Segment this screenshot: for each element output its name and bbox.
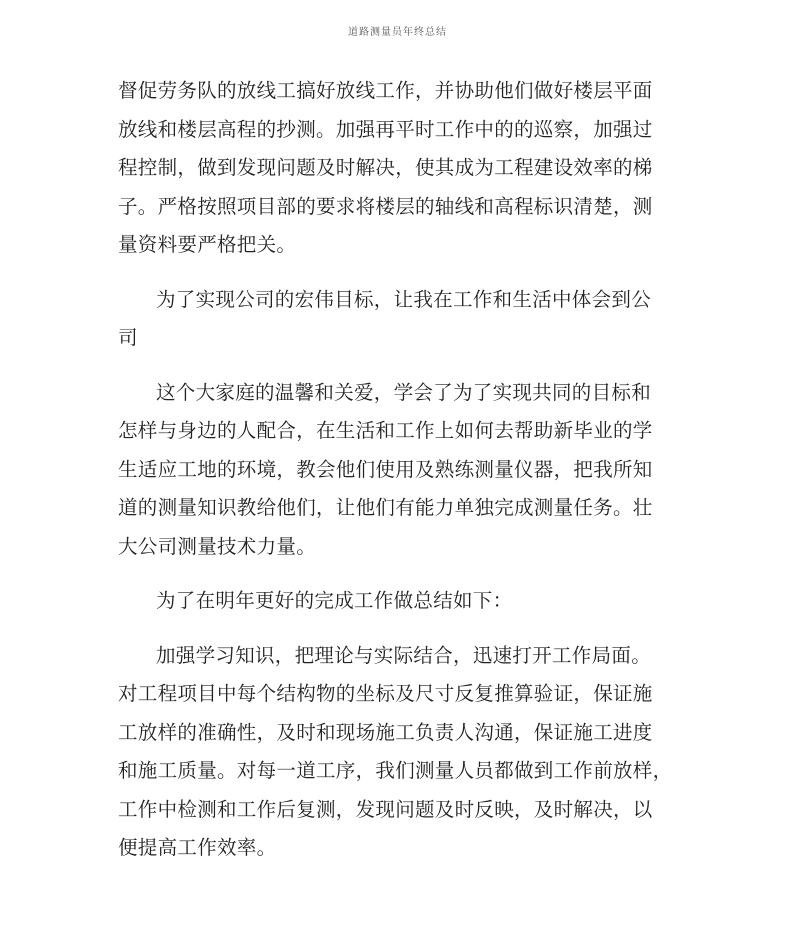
paragraph-3 <box>118 374 688 567</box>
paragraph-line: 子。严格按照项目部的要求将楼层的轴线和高程标识清楚，测 <box>118 194 653 218</box>
paragraph-line: 和施工质量。对每一道工序，我们测量人员都做到工作前放样， <box>118 759 673 782</box>
paragraph-spacer <box>118 358 688 374</box>
paragraph-4 <box>118 582 688 621</box>
paragraph-line: 放线和楼层高程的抄测。加强再平时工作中的的巡察，加强过 <box>118 117 653 141</box>
document-body <box>118 72 688 868</box>
paragraph-spacer <box>118 621 688 637</box>
paragraph-line: 程控制，做到发现问题及时解决，使其成为工程建设效率的梯 <box>118 156 653 179</box>
paragraph-line: 司 <box>118 326 138 349</box>
paragraph-line: 加强学习知识，把理论与实际结合，迅速打开工作局面。 <box>156 643 652 667</box>
paragraph-1 <box>118 72 688 265</box>
paragraph-line: 督促劳务队的放线工搞好放线工作，并协助他们做好楼层平面 <box>118 79 653 102</box>
paragraph-line: 大公司测量技术力量。 <box>118 534 317 558</box>
paragraph-line: 为了实现公司的宏伟目标，让我在工作和生活中体会到公 <box>156 287 652 311</box>
paragraph-line: 工放样的准确性，及时和现场施工负责人沟通，保证施工进度 <box>118 720 653 744</box>
paragraph-line: 便提高工作效率。 <box>118 836 277 859</box>
paragraph-5 <box>118 637 688 868</box>
paragraph-line: 工作中检测和工作后复测，发现问题及时反映，及时解决，以 <box>118 797 653 821</box>
paragraph-line: 道的测量知识教给他们，让他们有能力单独完成测量任务。壮 <box>118 496 653 519</box>
paragraph-line: 对工程项目中每个结构物的坐标及尺寸反复推算验证，保证施 <box>118 682 653 705</box>
paragraph-line: 这个大家庭的温馨和关爱，学会了为了实现共同的目标和 <box>156 380 652 404</box>
paragraph-spacer <box>118 566 688 582</box>
page-header-title: 道路测量员年终总结 <box>348 27 447 38</box>
paragraph-line: 生适应工地的环境，教会他们使用及熟练测量仪器，把我所知 <box>118 457 653 481</box>
paragraph-line: 量资料要严格把关。 <box>118 233 297 256</box>
paragraph-line: 为了在明年更好的完成工作做总结如下： <box>156 589 513 612</box>
paragraph-spacer <box>118 265 688 281</box>
paragraph-line: 怎样与身边的人配合，在生活和工作上如何去帮助新毕业的学 <box>118 419 653 442</box>
paragraph-2 <box>118 281 688 358</box>
